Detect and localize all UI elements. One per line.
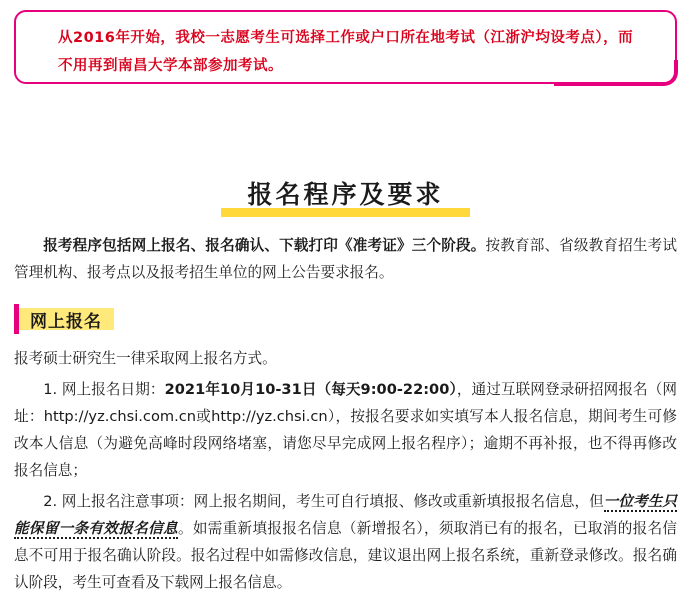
- notice-banner: [14, 10, 677, 84]
- paragraph-3-part-a: 2. 网上报名注意事项：网上报名期间，考生可自行填报、修改或重新填报报名信息，但: [43, 493, 604, 510]
- paragraph-3: [14, 488, 677, 596]
- paragraph-2-date: 2021年10月10-31日（每天9:00-22:00）: [164, 381, 457, 398]
- paragraph-1: 报考硕士研究生一律采取网上报名方式。: [14, 350, 277, 367]
- paragraph-3-emphasis: 一位考生只能保留一条有效报名信息: [14, 493, 677, 537]
- paragraph-2-part-a: 1. 网上报名日期：: [43, 381, 165, 398]
- intro-rest: 按教育部、省级教育招生考试管理机构、报考点以及报考招生单位的网上公告要求报名。: [14, 237, 677, 281]
- intro-paragraph: [14, 232, 677, 286]
- title-highlight: [221, 208, 469, 217]
- paragraph-3-part-c: 。如需重新填报报名信息（新增报名），须取消已有的报名，已取消的报名信息不可用于报名确认阶段。报名过程中如需修改信息，建议退出网上报名系统，重新登录修改。报名确认阶段，考生可查看及下载网上报名信息。: [14, 520, 678, 591]
- subsection-label: 网上报名: [30, 312, 102, 332]
- paragraph-2-part-c: ，通过互联网登录研招网报名（网址：http://yz.chsi.com.cn或http://yz.chsi.cn），按报名要求如实填写本人报名信息，期间考生可修改本人信息（为避免高峰时段网络堵塞，请您尽早完成网上报名程序）；逾期不再补报，也不得再修改报名信息；: [14, 381, 677, 479]
- notice-text: 从2016年开始，我校一志愿考生可选择工作或户口所在地考试（江浙沪均设考点），而不用再到南昌大学本部参加考试。: [58, 30, 634, 74]
- page-title-wrap: [0, 175, 691, 217]
- page-title: [239, 175, 451, 217]
- title-text: 报名程序及要求: [247, 180, 444, 209]
- paragraph-2: [14, 376, 677, 484]
- subsection-tag-online-registration: [14, 304, 114, 337]
- notice-box: [14, 10, 677, 84]
- document-body: [14, 232, 677, 600]
- intro-bold: 报考程序包括网上报名、报名确认、下载打印《准考证》三个阶段。: [43, 237, 486, 254]
- subsection-tag-bar: [14, 304, 19, 334]
